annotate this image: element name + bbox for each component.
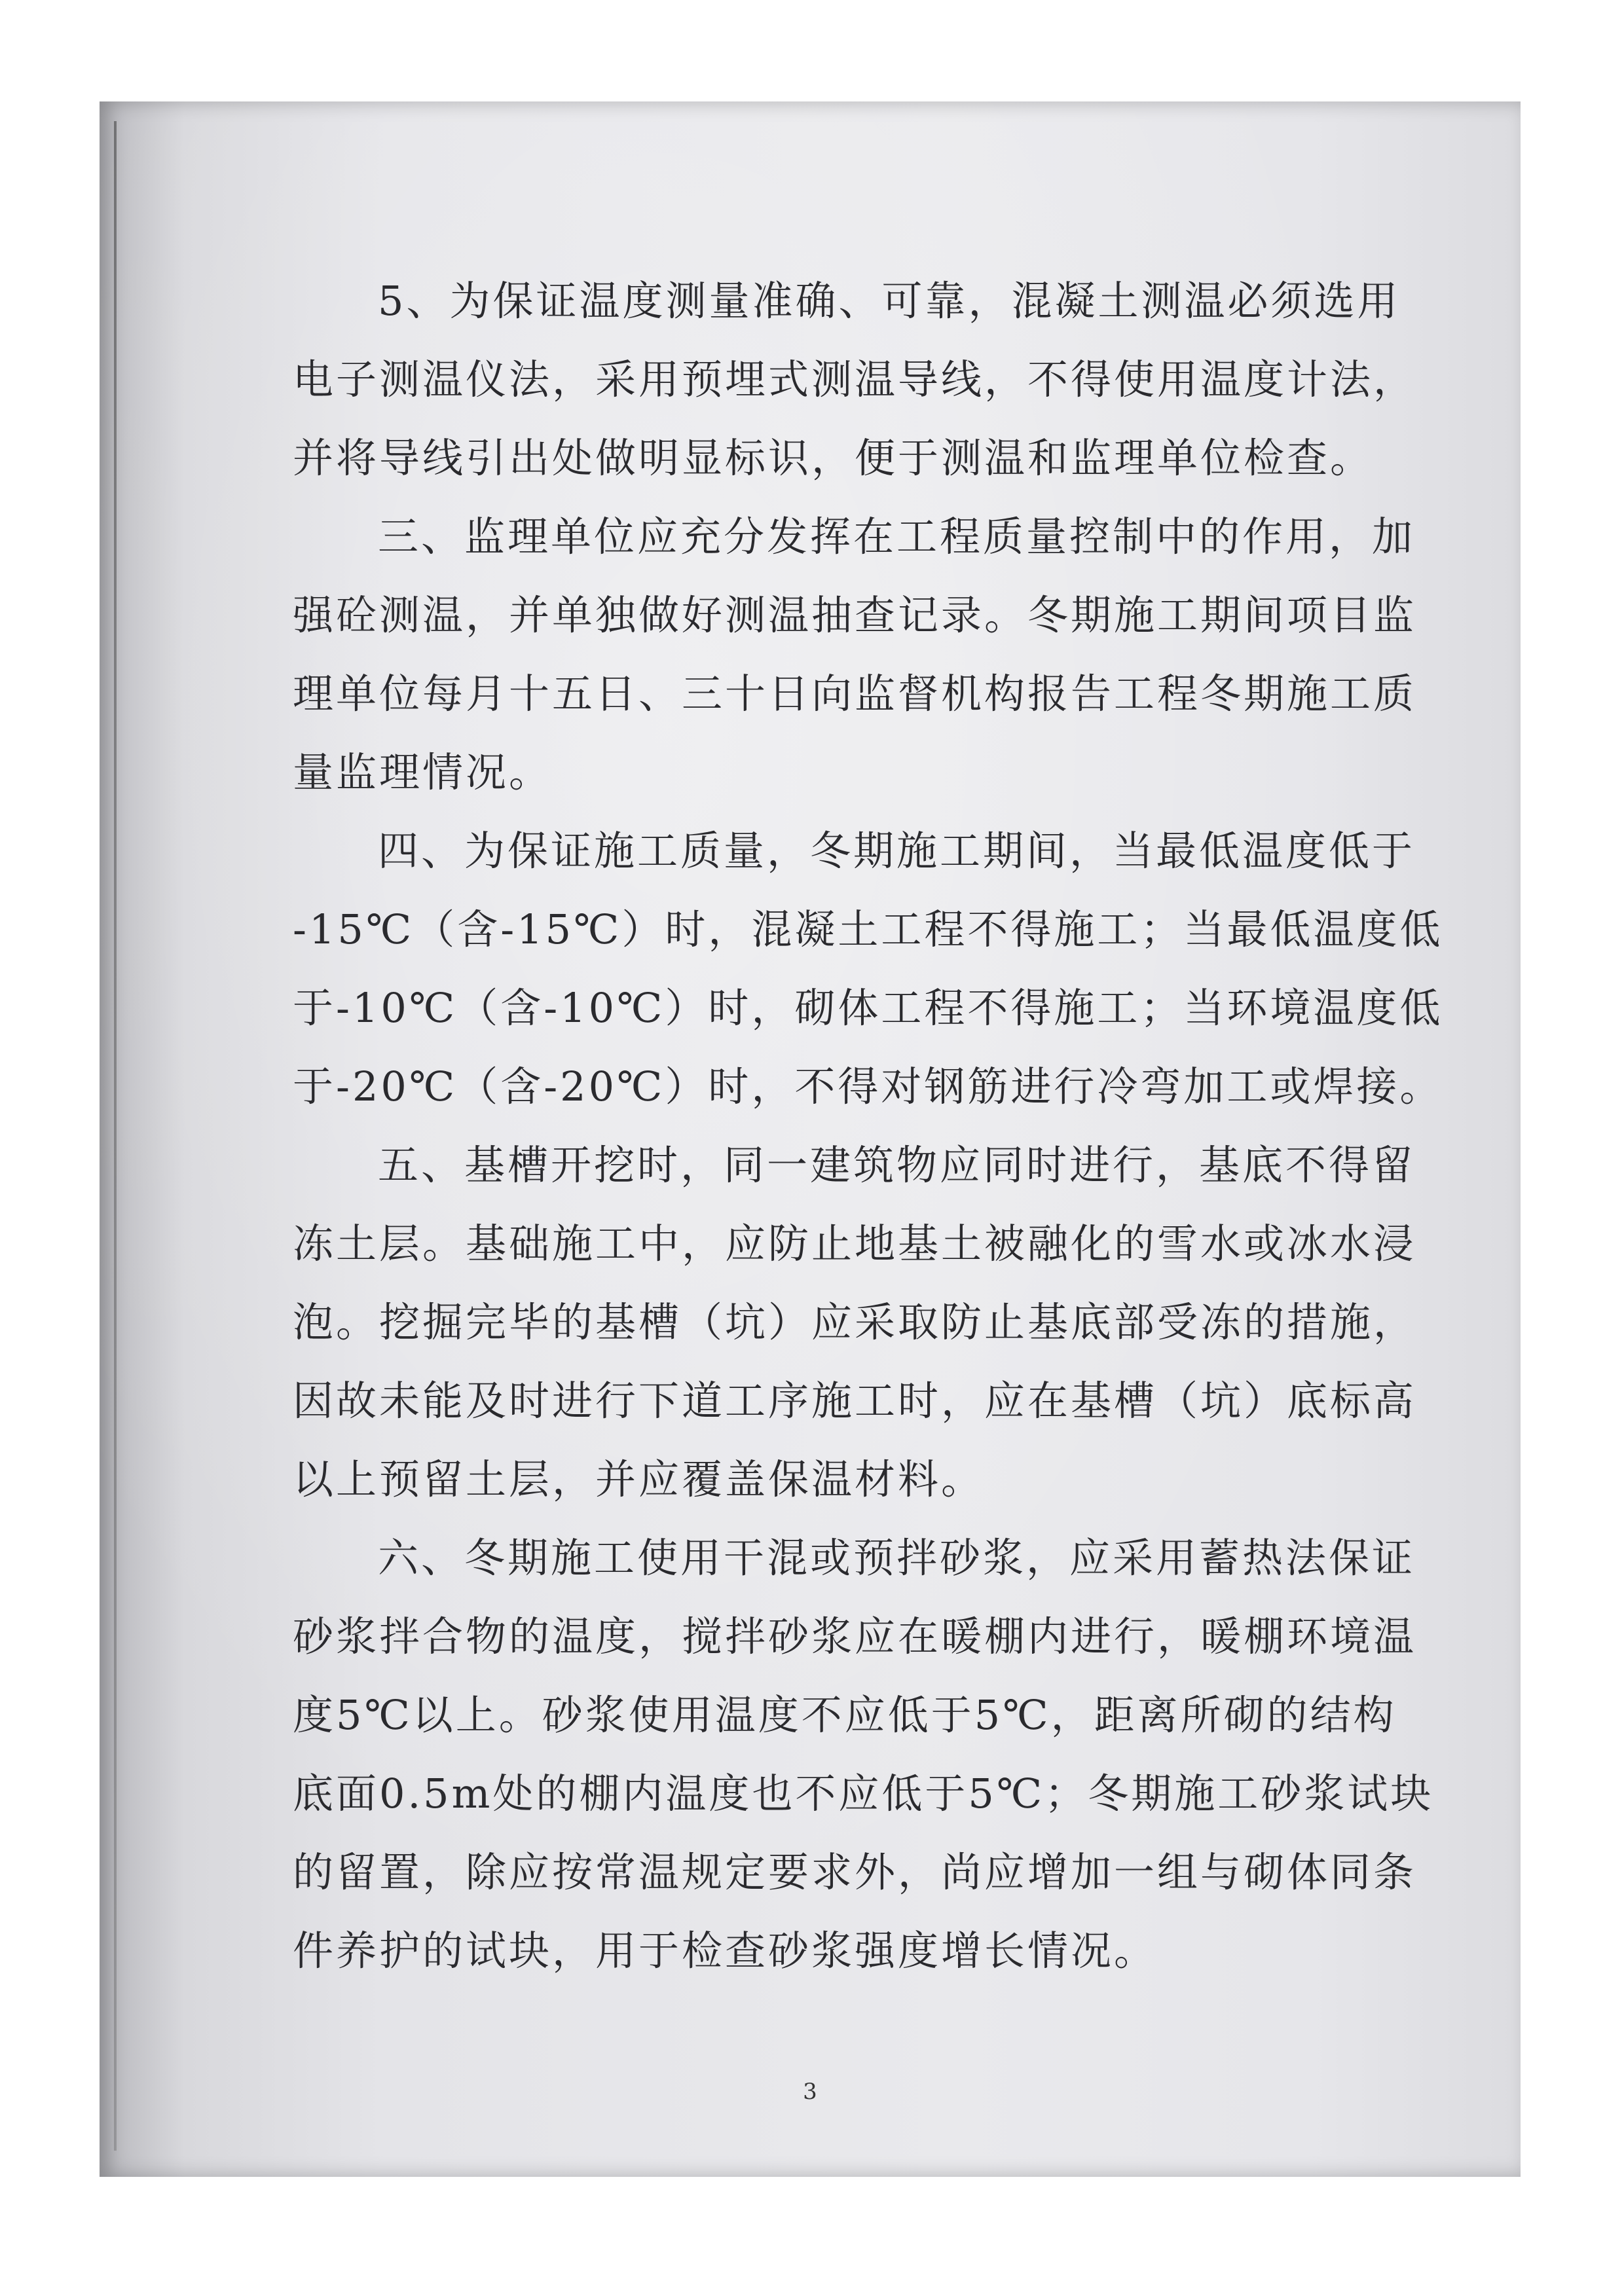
paragraph-line: 砂浆拌合物的温度，搅拌砂浆应在暖棚内进行，暖棚环境温 — [293, 1613, 1417, 1660]
paragraph-line: 并将导线引出处做明显标识，便于测温和监理单位检查。 — [293, 434, 1374, 482]
paragraph-line: 四、为保证施工质量，冬期施工期间，当最低温度低于 — [378, 827, 1416, 875]
paragraph-line: 于-20℃（含-20℃）时，不得对钢筋进行冷弯加工或焊接。 — [293, 1063, 1443, 1110]
paragraph-line: 量监理情况。 — [293, 748, 553, 796]
paragraph-line: 强砼测温，并单独做好测温抽查记录。冬期施工期间项目监 — [293, 591, 1417, 639]
paragraph-line: 的留置，除应按常温规定要求外，尚应增加一组与砌体同条 — [293, 1848, 1417, 1896]
page-number: 3 — [803, 2079, 817, 2105]
paragraph-line: 三、监理单位应充分发挥在工程质量控制中的作用，加 — [378, 513, 1416, 560]
paragraph-line: -15℃（含-15℃）时，混凝土工程不得施工；当最低温度低 — [293, 905, 1443, 953]
paragraph-line: 5、为保证温度测量准确、可靠，混凝土测温必须选用 — [378, 277, 1401, 325]
paragraph-line: 于-10℃（含-10℃）时，砌体工程不得施工；当环境温度低 — [293, 984, 1443, 1032]
paragraph-line: 度5℃以上。砂浆使用温度不应低于5℃，距离所砌的结构 — [293, 1691, 1397, 1739]
binding-edge-shadow — [114, 121, 117, 2151]
paragraph-line: 泡。挖掘完毕的基槽（坑）应采取防止基底部受冻的措施， — [293, 1298, 1417, 1346]
paragraph-line: 六、冬期施工使用干混或预拌砂浆，应采用蓄热法保证 — [378, 1534, 1416, 1582]
paragraph-line: 以上预留土层，并应覆盖保温材料。 — [293, 1455, 985, 1503]
paragraph-line: 因故未能及时进行下道工序施工时，应在基槽（坑）底标高 — [293, 1377, 1417, 1425]
paragraph-line: 理单位每月十五日、三十日向监督机构报告工程冬期施工质 — [293, 670, 1417, 718]
paragraph-line: 冻土层。基础施工中，应防止地基土被融化的雪水或冰水浸 — [293, 1220, 1417, 1267]
paragraph-line: 件养护的试块，用于检查砂浆强度增长情况。 — [293, 1927, 1158, 1975]
paragraph-line: 底面0.5m处的棚内温度也不应低于5℃；冬期施工砂浆试块 — [293, 1770, 1434, 1817]
scanned-page-photo — [100, 101, 1521, 2177]
paragraph-line: 电子测温仪法，采用预埋式测温导线，不得使用温度计法， — [293, 355, 1417, 403]
paragraph-line: 五、基槽开挖时，同一建筑物应同时进行，基底不得留 — [378, 1141, 1416, 1189]
document-body — [293, 262, 1491, 1990]
